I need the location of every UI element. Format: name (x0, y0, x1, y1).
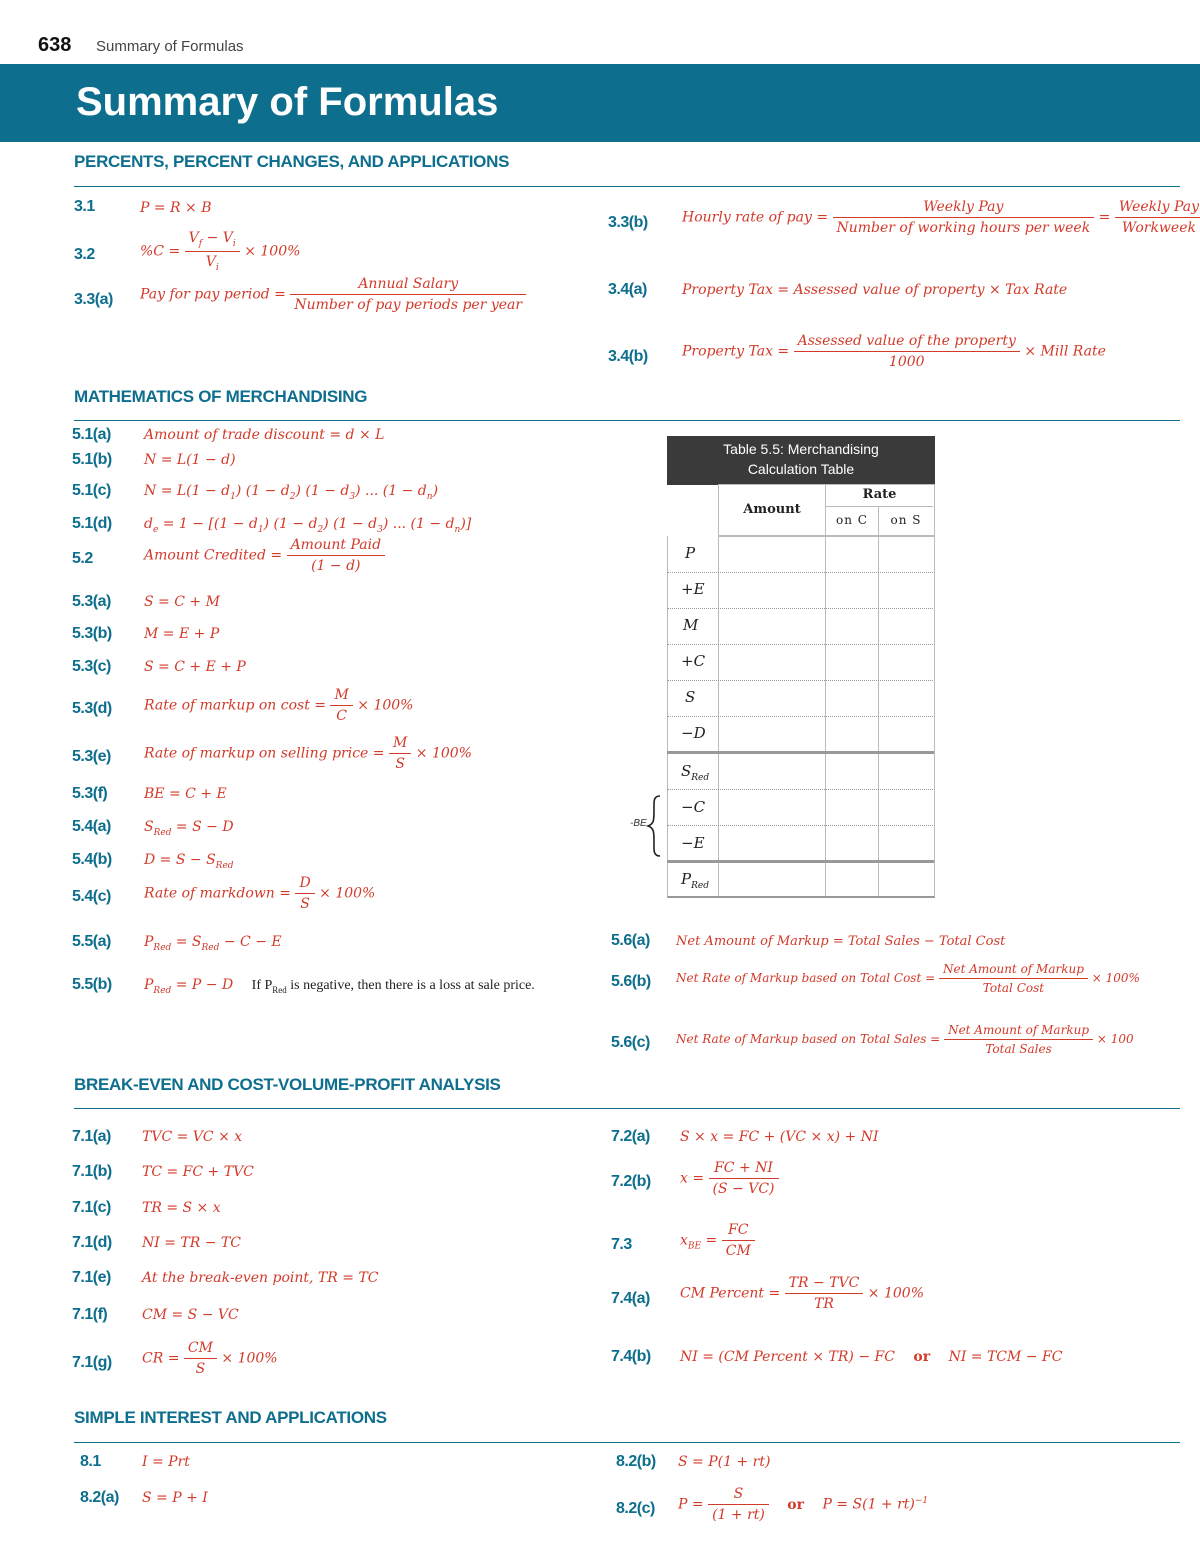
formula-number: 3.4(a) (608, 281, 647, 298)
formula: CR = $\frac{CM}{S}$ × 100% (142, 1340, 278, 1377)
formula-number: 5.3(e) (72, 748, 111, 765)
formula-number: 8.1 (80, 1453, 101, 1470)
formula-number: 5.6(b) (611, 973, 651, 990)
formula: x = $\frac{FC + NI}{(S - VC)}$ (680, 1160, 779, 1197)
formula-number: 7.3 (611, 1236, 632, 1253)
formula-note: If $P_{Red}$ is negative, then there is a loss at sale price. (251, 978, 535, 995)
section-rule (74, 1108, 1180, 1109)
table-body (667, 536, 935, 898)
formula-number: 5.1(a) (72, 426, 111, 443)
column-header-on-c: on C (836, 513, 868, 527)
formula: Hourly rate of pay = $\frac{\text{Weekly Pay}}{\text{Number of working hours per week}}$ = $\frac{\text{Weekly Pay}}{\text{Workweek}}$ (682, 199, 1200, 236)
formula-number: 5.3(a) (72, 593, 111, 610)
formula-number: 7.4(b) (611, 1348, 651, 1365)
formula: P = $\frac{S}{(1 + rt)}$ or P = S(1 + rt)$^{-1}$ (678, 1486, 929, 1523)
table-row-label: −E (681, 834, 705, 852)
table-row-label: P (685, 544, 696, 562)
formula-number: 5.4(c) (72, 888, 111, 905)
formula-number: 5.5(b) (72, 976, 112, 993)
formula-number: 5.3(f) (72, 785, 108, 802)
section-title-interest: SIMPLE INTEREST AND APPLICATIONS (74, 1408, 387, 1427)
formula-number: 7.1(d) (72, 1234, 112, 1251)
formula: Rate of markdown = $\frac{D}{S}$ × 100% (144, 875, 376, 912)
formula: CM Percent = $\frac{\text{TR − TVC}}{TR}$ × 100% (680, 1275, 925, 1312)
formula: BE = C + E (144, 786, 227, 802)
formula-number: 5.6(a) (611, 932, 650, 949)
row-separator (667, 608, 933, 609)
table-row-label: −C (681, 798, 706, 816)
formula: S = P(1 + rt) (678, 1454, 771, 1470)
formula: Pay for pay period = $\frac{\text{Annual Salary}}{\text{Number of pay periods per year}}$ (140, 276, 526, 313)
section-title-breakeven: BREAK-EVEN AND COST-VOLUME-PROFIT ANALYSIS (74, 1075, 501, 1094)
formula-number: 3.3(a) (74, 291, 113, 308)
table-row-label: $S_{Red}$ (681, 762, 710, 783)
formula: $N = L(1 - d_1)$ $(1 - d_2)$ $(1 - d_3)$ ... $(1 - d_n)$ (144, 483, 439, 502)
row-separator (667, 680, 933, 681)
formula: Net Rate of Markup based on Total Cost = $\frac{\text{Net Amount of Markup}}{\text{Total Cost}}$ × 100% (676, 962, 1140, 995)
formula: I = Prt (142, 1454, 190, 1470)
formula: At the break-even point, TR = TC (142, 1270, 379, 1286)
column-header-on-s: on S (890, 513, 922, 527)
formula-number: 7.2(a) (611, 1128, 650, 1145)
formula-number: 5.3(b) (72, 625, 112, 642)
formula: Net Rate of Markup based on Total Sales = $\frac{\text{Net Amount of Markup}}{\text{Total Sales}}$ × 100 (676, 1023, 1134, 1056)
formula-number: 3.4(b) (608, 348, 648, 365)
formula-number: 5.4(a) (72, 818, 111, 835)
formula-number: 7.4(a) (611, 1290, 650, 1307)
formula-number: 3.1 (74, 198, 95, 215)
formula: S × x = FC + (VC × x) + NI (680, 1129, 879, 1145)
table-row-label: S (685, 688, 696, 706)
formula: $d_e = 1 - [(1 - d_1) (1 - d_2) (1 - d_3)$ ... $(1 - d_n)$] (144, 516, 472, 535)
row-separator (667, 789, 933, 790)
table-row-label: $P_{Red}$ (681, 870, 709, 891)
table-row-label: −D (681, 724, 706, 742)
formula-number: 7.1(c) (72, 1199, 111, 1216)
formula: Amount Credited = $\frac{\text{Amount Paid}}{(1 - d)}$ (144, 537, 385, 574)
formula-number: 5.2 (72, 550, 93, 567)
running-title: Summary of Formulas (96, 38, 244, 55)
table-title: Table 5.5: Merchandising Calculation Table (667, 436, 935, 485)
formula: S = P + I (142, 1490, 208, 1506)
formula-number: 7.1(a) (72, 1128, 111, 1145)
curly-brace-icon (646, 794, 662, 858)
column-header-amount: Amount (743, 502, 801, 517)
title-banner (0, 64, 1200, 142)
formula: Property Tax = $\frac{\text{Assessed value of the property}}{1000}$ × Mill Rate (682, 333, 1106, 370)
formula: %C = $\frac{V_f - V_i}{V_i}$ × 100% (140, 230, 301, 273)
row-separator (667, 716, 933, 717)
row-separator-thick (667, 751, 934, 754)
formula-number: 8.2(c) (616, 1500, 655, 1517)
formula: TR = S × x (142, 1200, 221, 1216)
formula: $x_{BE}$ = $\frac{FC}{CM}$ (680, 1222, 755, 1259)
formula-number: 5.3(d) (72, 700, 112, 717)
formula-number: 5.4(b) (72, 851, 112, 868)
table-row-label: +E (681, 580, 705, 598)
merchandising-table (667, 484, 933, 897)
formula-number: 5.6(c) (611, 1034, 650, 1051)
formula: NI = (CM Percent × TR) − FC or NI = TCM − FC (680, 1349, 1063, 1365)
formula-number: 5.3(c) (72, 658, 111, 675)
formula-number: 5.1(c) (72, 482, 111, 499)
formula-number: 5.1(b) (72, 451, 112, 468)
formula-number: 5.5(a) (72, 933, 111, 950)
divider (826, 506, 933, 507)
formula-number: 8.2(b) (616, 1453, 656, 1470)
formula: $S_{Red} = S - D$ (144, 819, 234, 838)
formula: S = C + E + P (144, 659, 246, 675)
section-rule (74, 420, 1180, 421)
formula-number: 7.1(b) (72, 1163, 112, 1180)
formula: $P_{Red} = P - D$ If $P_{Red}$ is negative, then there is a loss at sale price. (144, 977, 535, 996)
table-row-label: M (683, 616, 699, 634)
row-separator-thick (667, 860, 934, 863)
table-row-label: +C (681, 652, 706, 670)
formula: N = L(1 − d) (144, 452, 236, 468)
formula-number: 7.1(g) (72, 1354, 112, 1371)
formula: S = C + M (144, 594, 220, 610)
formula: P = R × B (140, 200, 212, 216)
formula: M = E + P (144, 626, 220, 642)
row-separator (667, 644, 933, 645)
formula: CM = S − VC (142, 1307, 239, 1323)
section-title-merchandising: MATHEMATICS OF MERCHANDISING (74, 387, 368, 406)
formula: TVC = VC × x (142, 1129, 243, 1145)
section-title-percents: PERCENTS, PERCENT CHANGES, AND APPLICATIONS (74, 152, 510, 171)
section-rule (74, 186, 1180, 187)
formula-number: 7.2(b) (611, 1173, 651, 1190)
row-separator (667, 572, 933, 573)
formula: $D = S - S_{Red}$ (144, 852, 234, 871)
formula: Amount of trade discount = d × L (144, 427, 385, 443)
section-rule (74, 1442, 1180, 1443)
banner-title: Summary of Formulas (76, 80, 499, 124)
row-separator (667, 825, 933, 826)
formula-number: 8.2(a) (80, 1489, 119, 1506)
page-number: 638 (38, 34, 72, 56)
formula: Rate of markup on selling price = $\frac{M}{S}$ × 100% (144, 735, 472, 772)
formula: NI = TR − TC (142, 1235, 241, 1251)
formula-number: 5.1(d) (72, 515, 112, 532)
formula: TC = FC + TVC (142, 1164, 254, 1180)
formula: $P_{Red} = S_{Red} - C - E$ (144, 934, 282, 953)
formula: Rate of markup on cost = $\frac{M}{C}$ × 100% (144, 687, 414, 724)
formula-number: 7.1(e) (72, 1269, 111, 1286)
formula-number: 3.3(b) (608, 214, 648, 231)
column-header-rate: Rate (862, 487, 897, 502)
formula: Property Tax = Assessed value of property × Tax Rate (682, 282, 1068, 298)
formula-number: 3.2 (74, 246, 95, 263)
be-label: -BE (630, 818, 647, 829)
formula: Net Amount of Markup = Total Sales − Total Cost (676, 934, 1006, 949)
formula-number: 7.1(f) (72, 1306, 108, 1323)
